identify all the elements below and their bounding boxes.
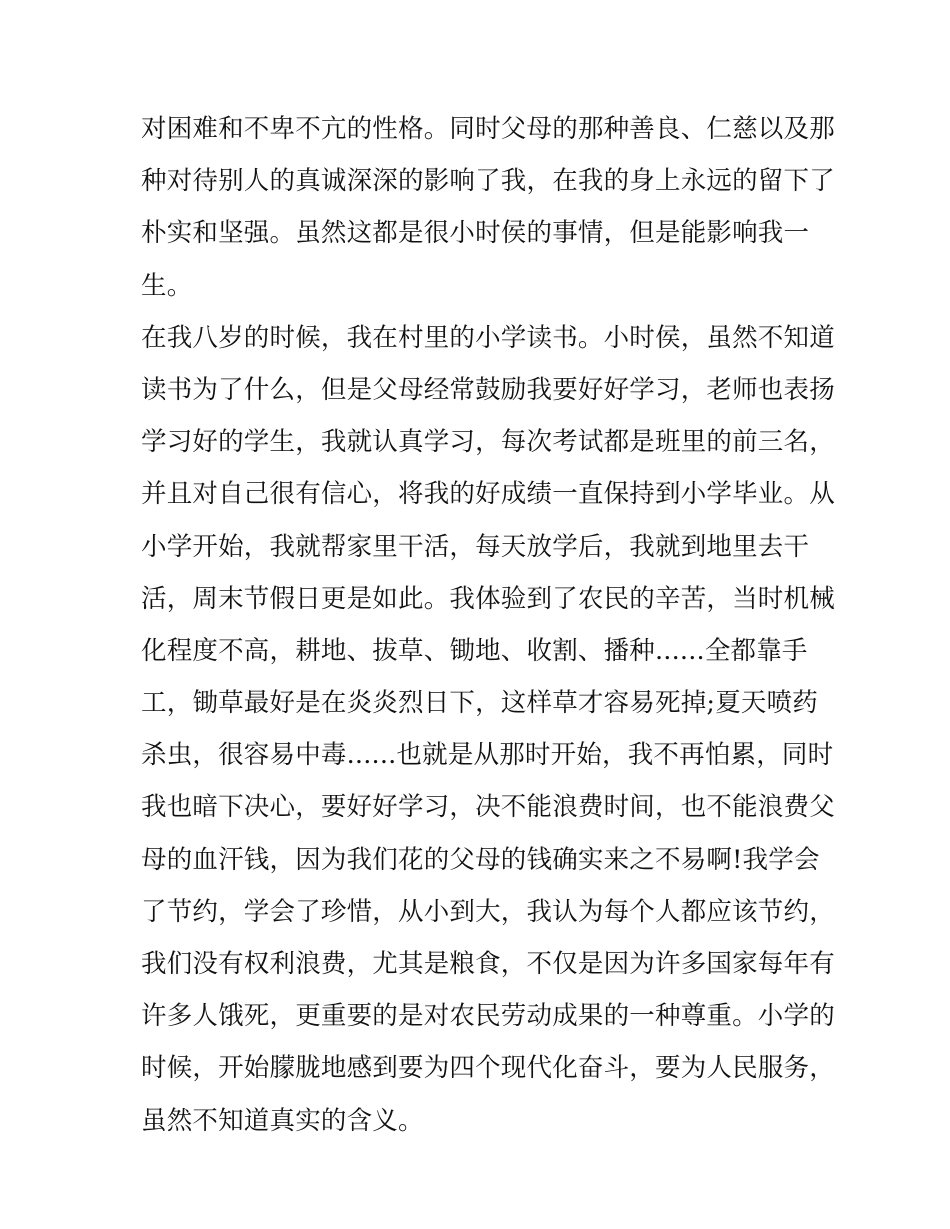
text-line: 活，周末节假日更是如此。我体验到了农民的辛苦，当时机械 <box>141 583 835 614</box>
text-line: 时候，开始朦胧地感到要为四个现代化奋斗，要为人民服务， <box>141 1053 835 1084</box>
text-line: 我也暗下决心，要好好学习，决不能浪费时间，也不能浪费父 <box>141 792 835 823</box>
text-line: 化程度不高，耕地、拔草、锄地、收割、播种......全都靠手 <box>141 635 808 666</box>
text-line: 对困难和不卑不亢的性格。同时父母的那种善良、仁慈以及那 <box>141 114 835 144</box>
text-line: 学习好的学生，我就认真学习，每次考试都是班里的前三名， <box>141 427 835 458</box>
text-line: 母的血汗钱，因为我们花的父母的钱确实来之不易啊!我学会 <box>141 844 820 875</box>
text-line: 在我八岁的时候，我在村里的小学读书。小时侯，虽然不知道 <box>141 322 835 353</box>
text-line: 并且对自己很有信心，将我的好成绩一直保持到小学毕业。从 <box>141 479 835 510</box>
text-line: 读书为了什么，但是父母经常鼓励我要好好学习，老师也表扬 <box>141 374 835 405</box>
text-line: 生。 <box>141 270 193 301</box>
text-line: 杀虫，很容易中毒......也就是从那时开始，我不再怕累，同时 <box>141 740 834 771</box>
text-line: 我们没有权利浪费，尤其是粮食，不仅是因为许多国家每年有 <box>141 949 835 979</box>
text-line: 朴实和坚强。虽然这都是很小时侯的事情，但是能影响我一 <box>141 218 810 249</box>
text-line: 许多人饿死，更重要的是对农民劳动成果的一种尊重。小学的 <box>141 1001 835 1032</box>
body-text <box>141 103 835 1147</box>
text-line: 小学开始，我就帮家里干活，每天放学后，我就到地里去干 <box>141 531 810 562</box>
text-line: 工，锄草最好是在炎炎烈日下，这样草才容易死掉;夏天喷药 <box>141 688 818 719</box>
text-line: 了节约，学会了珍惜，从小到大，我认为每个人都应该节约， <box>141 896 835 927</box>
text-line: 种对待别人的真诚深深的影响了我，在我的身上永远的留下了 <box>141 166 835 197</box>
text-line: 虽然不知道真实的含义。 <box>141 1105 424 1136</box>
